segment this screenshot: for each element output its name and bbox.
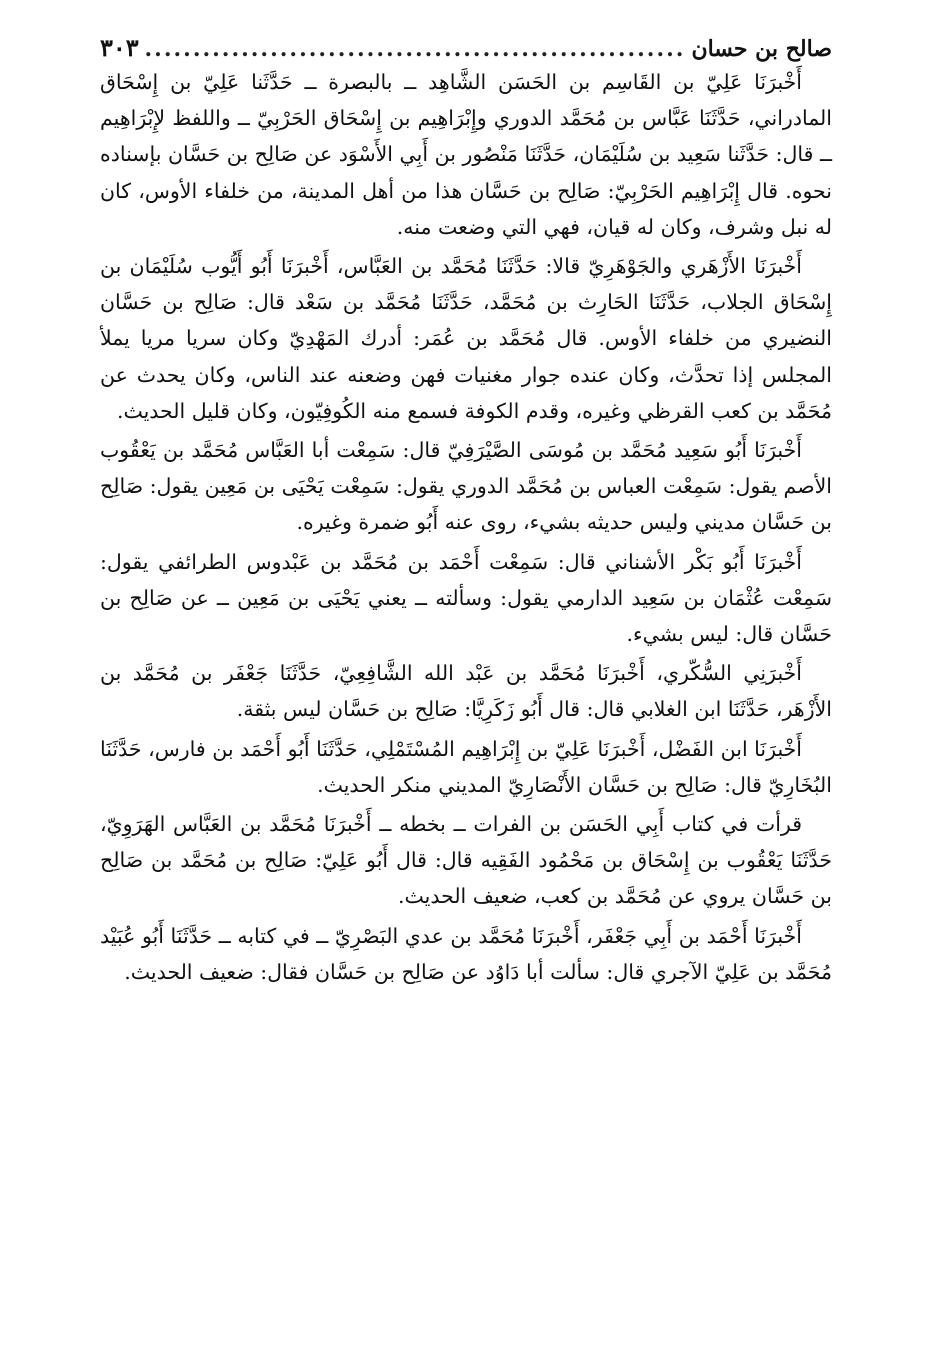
paragraph-8: أَخْبرَنَا أَحْمَد بن أَبِي جَعْفَر، أَخْبرَنَا مُحَمَّد بن عدي البَصْرِيّ ــ في كتابه ــ حَدَّثَنَا أَبُو عُبَيْد مُحَمَّد بن عَلِيّ الآجري قال: سألت أبا دَاوُد عن صَالِح بن حَسَّان فقال: ضعيف الحديث. <box>100 923 832 984</box>
paragraph-5: أَخْبرَنِي السُّكّري، أَخْبرَنَا مُحَمَّد بن عَبْد الله الشَّافِعِيّ، حَدَّثَنَا جَعْفَر بن مُحَمَّد بن الأَزْهَر، حَدَّثَنَا ابن الغلابي قال: قال أَبُو زَكَرِيَّا: صَالِح بن حَسَّان ليس بثقة. <box>100 661 832 722</box>
paragraph-3: أَخْبرَنَا أَبُو سَعِيد مُحَمَّد بن مُوسَى الصَّيْرَفِيّ قال: سَمِعْت أبا العَبَّاس مُحَمَّد بن يَعْقُوب الأصم يقول: سَمِعْت العباس بن مُحَمَّد الدوري يقول: سَمِعْت يَحْيَى بن مَعِين يقول: صَالِح بن حَسَّان مديني وليس حديثه بشيء، روى عنه أَبُو ضمرة وغيره. <box>100 438 832 535</box>
paragraph-1: أَخْبرَنَا عَلِيّ بن القَاسِم بن الحَسَن الشَّاهِد ــ بالبصرة ــ حَدَّثَنا عَلِيّ بن إِسْحَاق المادراني، حَدَّثَنَا عَبَّاس بن مُحَمَّد الدوري وإِبْرَاهِيم بن إِسْحَاق الحَرْبِيّ ــ واللفظ لإِبْرَاهِيم ــ قال: حَدَّثَنا سَعِيد بن سُلَيْمَان، حَدَّثَنَا مَنْصُور بن أَبِي الأَسْوَد عن صَالِح بن حَسَّان بإسناده نحوه. قال إِبْرَاهِيم الحَرْبِيّ: صَالِح بن حَسَّان هذا من أهل المدينة، من خلفاء الأوس، كان له نبل وشرف، وكان له قيان، فهي التي وضعت منه. <box>100 70 832 239</box>
leader-dots <box>145 36 686 62</box>
paragraph-2: أَخْبرَنَا الأَزْهَري والجَوْهَرِيّ قالا: حَدَّثَنَا مُحَمَّد بن العَبَّاس، أَخْبرَنَا أَبُو أَيُّوب سُلَيْمَان بن إِسْحَاق الجلاب، حَدَّثَنَا الحَارِث بن مُحَمَّد، حَدَّثَنَا مُحَمَّد بن سَعْد قال: صَالِح بن حَسَّان النضيري من خلفاء الأوس. قال مُحَمَّد بن عُمَر: أدرك المَهْدِيّ وكان سريا مريا يملأ المجلس إذا تحدَّث، وكان عنده جوار مغنيات فهن وضعنه عند الناس، وكان يحدث عن مُحَمَّد بن كعب القرظي وغيره، وقدم الكوفة فسمع منه الكُوفِيّون، وكان قليل الحديث. <box>100 254 832 423</box>
page-body <box>100 64 832 990</box>
paragraph-7: قرأت في كتاب أَبِي الحَسَن بن الفرات ــ بخطه ــ أَخْبرَنَا مُحَمَّد بن العَبَّاس الهَرَوِيّ، حَدَّثَنَا يَعْقُوب بن إِسْحَاق بن مَحْمُود الفَقِيه قال: قال أَبُو عَلِيّ: صَالِح بن مُحَمَّد بن صَالِح بن حَسَّان يروي عن مُحَمَّد بن كعب، ضعيف الحديث. <box>100 812 832 909</box>
paragraph-6: أَخْبرَنَا ابن الفَضْل، أَخْبرَنَا عَلِيّ بن إِبْرَاهِيم المُسْتَمْلِي، حَدَّثَنَا أَبُو أَحْمَد بن فارس، حَدَّثَنَا البُخَارِيّ قال: صَالِح بن حَسَّان الأَنْصَارِيّ المديني منكر الحديث. <box>100 736 832 797</box>
book-page <box>100 26 832 993</box>
paragraph-4: أَخْبرَنَا أَبُو بَكْر الأشناني قال: سَمِعْت أَحْمَد بن مُحَمَّد بن عَبْدوس الطرائفي يقول: سَمِعْت عُثْمَان بن سَعِيد الدارمي يقول: وسألته ــ يعني يَحْيَى بن مَعِين ــ عن صَالِح بن حَسَّان قال: ليس بشيء. <box>100 549 832 647</box>
page-number: ٣٠٣ <box>100 33 139 62</box>
page-header <box>100 26 832 62</box>
running-title: صالح بن حسان <box>691 36 832 62</box>
